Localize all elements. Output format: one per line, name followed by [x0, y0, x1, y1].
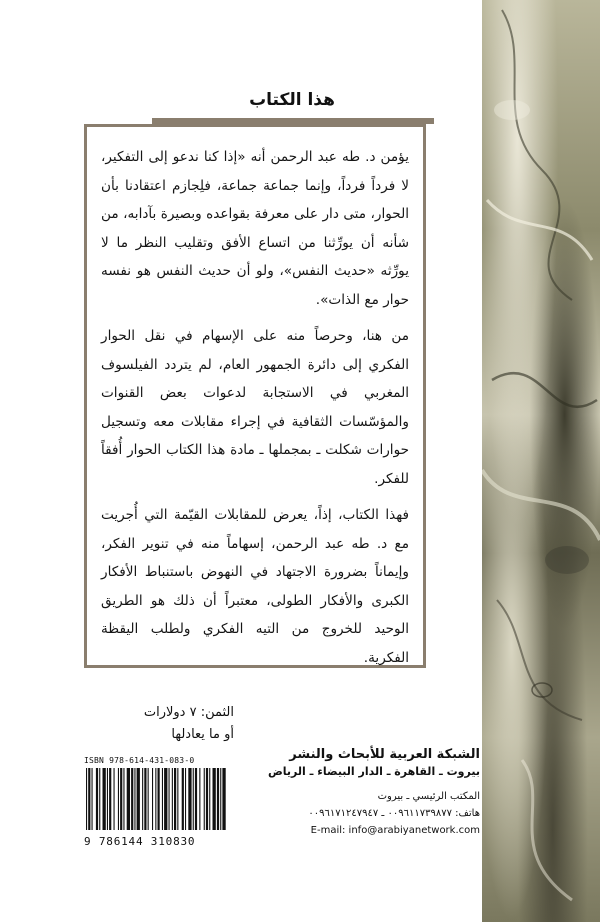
barcode-bar — [92, 768, 93, 830]
barcode-bar — [86, 768, 87, 830]
barcode-bar — [103, 768, 106, 830]
publisher-block — [232, 746, 480, 840]
barcode-bar — [137, 768, 140, 830]
barcode-bar — [158, 768, 160, 830]
barcode-bar — [185, 768, 186, 830]
barcode-bar — [193, 768, 194, 830]
barcode-bar — [162, 768, 163, 830]
isbn-barcode — [84, 756, 226, 856]
publisher-phone: هاتف: ٠٠٩٦١١٧٣٩٨٧٧ ـ ٠٠٩٦١٧١٢٤٧٩٤٧ — [308, 808, 480, 819]
barcode-bar — [144, 768, 146, 830]
isbn-label: ISBN 978-614-431-083-0 — [84, 756, 195, 765]
barcode-bar — [155, 768, 156, 830]
barcode-bar — [169, 768, 170, 830]
barcode-bar — [172, 768, 173, 830]
barcode-bar — [120, 768, 122, 830]
barcode-bar — [114, 768, 115, 830]
section-title-text: هذا الكتاب — [249, 90, 335, 110]
barcode-bar — [152, 768, 153, 830]
description-paragraph-2: من هنا، وحرصاً منه على الإسهام في نقل الحوار الفكري إلى دائرة الجمهور العام، لم يتردد الفيلسوف المغربي في الاستجابة لدعوات بعض القنوات والمؤسّسات الثقافية في إجراء مقابلات معه وتسجيل حوارات شكلت ـ بمجملها ـ مادة هذا الكتاب الحوار أُفقاً للفكر. — [101, 328, 409, 487]
description-frame — [84, 124, 426, 668]
barcode-bar — [134, 768, 135, 830]
price-equivalent: أو ما يعادلها — [171, 727, 234, 742]
section-title — [152, 90, 432, 116]
cover-art-strip — [482, 0, 600, 922]
barcode-bar — [209, 768, 210, 830]
description-paragraph-1: يؤمن د. طه عبد الرحمن أنه «إذا كنا ندعو إلى التفكير، لا فرداً فرداً، وإنما جماعة جماعة، فلِجازم اعتقادنا بأن الحوار، متى دار على معرفة بقواعده وبصيرة بآدابه، من شأنه أن يورِّثنا من اتساع الأفق وتقليب النظر ما لا يورِّثه «حديث النفس»، ولو أن حديث النفس هو نفسه حوار مع الذات». — [101, 149, 409, 308]
barcode-bar — [118, 768, 119, 830]
barcode-bar — [99, 768, 100, 830]
barcode-bar — [88, 768, 90, 830]
publisher-name: الشبكة العربية للأبحاث والنشر — [289, 747, 480, 762]
barcode-bar — [177, 768, 178, 830]
barcode-bar — [195, 768, 197, 830]
cover-art-texture — [482, 0, 600, 922]
publisher-office: المكتب الرئيسي ـ بيروت — [377, 791, 480, 802]
barcode-bar — [182, 768, 184, 830]
barcode-bar — [206, 768, 208, 830]
barcode-bar — [217, 768, 219, 830]
barcode-bar — [142, 768, 143, 830]
barcode-bar — [123, 768, 124, 830]
barcode-bar — [188, 768, 191, 830]
barcode-bar — [213, 768, 216, 830]
barcode-bar — [222, 768, 225, 830]
barcode-bar — [96, 768, 98, 830]
barcode-bar — [107, 768, 108, 830]
barcode-bar — [109, 768, 111, 830]
barcode-bars — [84, 768, 226, 830]
publisher-cities: بيروت ـ القاهرة ـ الدار البيضاء ـ الرياض — [268, 765, 480, 778]
barcode-bar — [164, 768, 167, 830]
barcode-bar — [127, 768, 130, 830]
price-line: الثمن: ٧ دولارات — [143, 705, 234, 720]
barcode-bar — [220, 768, 221, 830]
barcode-digits: 9 786144 310830 — [84, 835, 196, 848]
barcode-bar — [148, 768, 149, 830]
description-paragraph-3: فهذا الكتاب، إذاً، يعرض للمقابلات القيّمة التي أُجريت مع د. طه عبد الرحمن، إسهاماً منه في تنوير الفكر، وإيماناً بضرورة الاجتهاد في النهوض باستنباط الأفكار الكبرى والأفكار الطولى، معتبراً أن ذلك هو الطريق الوحيد للخروج من التيه الفكري ولطلب اليقظة الفكرية. — [101, 507, 409, 666]
barcode-bar — [174, 768, 176, 830]
barcode-bar — [199, 768, 200, 830]
publisher-email: E-mail: info@arabiyanetwork.com — [310, 825, 480, 836]
barcode-bar — [131, 768, 133, 830]
barcode-bar — [204, 768, 205, 830]
price-block — [84, 702, 234, 746]
